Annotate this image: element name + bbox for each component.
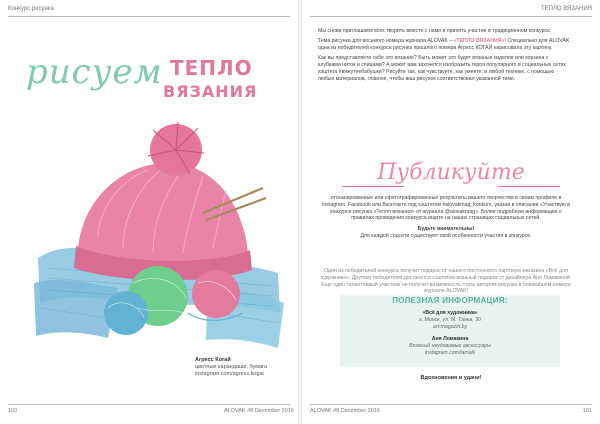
attention-heading: Будьте внимательны! — [417, 226, 475, 233]
publish-instructions — [320, 195, 572, 244]
info-store: «Всё для художника» — [422, 310, 478, 316]
publish-rule-left — [342, 186, 404, 187]
info-address: г. Минск, ул. М. Танка, 30 — [419, 317, 481, 323]
title-line1: ТЕПЛО — [170, 56, 253, 80]
info-person: Аня Ломакина — [431, 336, 469, 342]
intro-p2-post: Специально для ALOVAK одна из победителей конкурса рисунка прошлого номера Агресс КОГАЙ нарисовала эту картину. — [318, 38, 570, 51]
publish-title: Публикуйте — [377, 160, 525, 185]
right-header-rule — [310, 16, 592, 17]
credit-link[interactable]: instagram.com/agress.kogai — [195, 371, 264, 377]
intro-text — [318, 28, 570, 86]
intro-p2-pre: Тема рисунка для восьмого номера журнала ALOVAK – — [318, 38, 454, 44]
title-line2: ВЯЗАНИЯ — [163, 82, 258, 101]
info-site-link[interactable]: art-magazin.by — [432, 324, 468, 330]
good-luck: Вдохновения и удачи! — [420, 375, 482, 381]
prize-text: Один из победителей конкурса получит подарок от нашего постоянного партнера магазина «Всё для художника». Другому победителю достанется хэштегом вязаный подарок от дизайнера Ани Ломакиной. Еще один талантливый участник не получит возможность стать автором рисунка в ближайшем номере журнала ALOVAK! — [320, 268, 572, 295]
right-footer-rule — [310, 404, 592, 405]
artwork-credit — [195, 357, 267, 378]
intro-paragraph-2 — [318, 38, 570, 52]
title-script: рисуем — [26, 52, 163, 92]
left-header-rule — [8, 16, 290, 17]
left-footer-rule — [8, 404, 290, 405]
left-footer: ALOVAK #8 December 2016 — [224, 408, 294, 414]
intro-paragraph-3: Как вы представляете себе это вязание? Быть может это будет вязаные изделия или корзина с клубками ниток и спицами? А может вам захочется изобразить героя популярного в социальных сетях хэштега #вяжутнебабушки? Рисуйте так, как чувствуете, как умеете: в любой технике, с помощью любых материалов, главное, чтобы ваш рисунок соответствовал указанной теме. — [318, 55, 566, 82]
left-header: Конкурс рисунка — [8, 6, 54, 12]
info-person-link[interactable]: instagram.com/lamalii — [424, 350, 476, 356]
theme-highlight: «ТЕПЛО ВЯЗАНИЯ»! — [453, 38, 507, 44]
credit-medium: цветные карандаши, бумага — [195, 364, 268, 370]
info-person-desc: Вязаный неудовимые аксессуары — [409, 343, 491, 349]
knitting-illustration — [28, 108, 286, 354]
left-page — [0, 0, 298, 424]
right-footer: ALOVAK #8 December 2016 — [310, 408, 380, 414]
publish-rule-right — [498, 186, 560, 187]
info-title: ПОЛЕЗНАЯ ИНФОРМАЦИЯ: — [392, 296, 508, 305]
right-header: ТЕПЛО ВЯЗАНИЯ — [541, 6, 592, 12]
right-page-number: 161 — [582, 408, 592, 414]
credit-name: Агресс Когай — [195, 357, 231, 363]
attention-note — [320, 226, 572, 240]
attention-text: Для каждой соцсети существует свой особенности участия в конкурсе. — [360, 232, 532, 239]
left-page-number: 160 — [8, 408, 18, 414]
right-page — [302, 0, 600, 424]
publish-paragraph: отсканированные или сфотографированные результаты вашего творчества в своем профиле в Instagram, Facebook или Вконтакте под хэштегом #alovakmag_konkurs, указав в описании «Участвую в конкурсе рисунка «Тепло вязания» от журнала @alovakmag». Более подробную информацию о правилах проведения конкурса ищите на наших страницах социальных сетей. — [321, 195, 571, 222]
intro-paragraph-1: Мы снова приглашаем всех творить вместе с нами и принять участие в традиционном конкурсе. — [318, 28, 552, 34]
